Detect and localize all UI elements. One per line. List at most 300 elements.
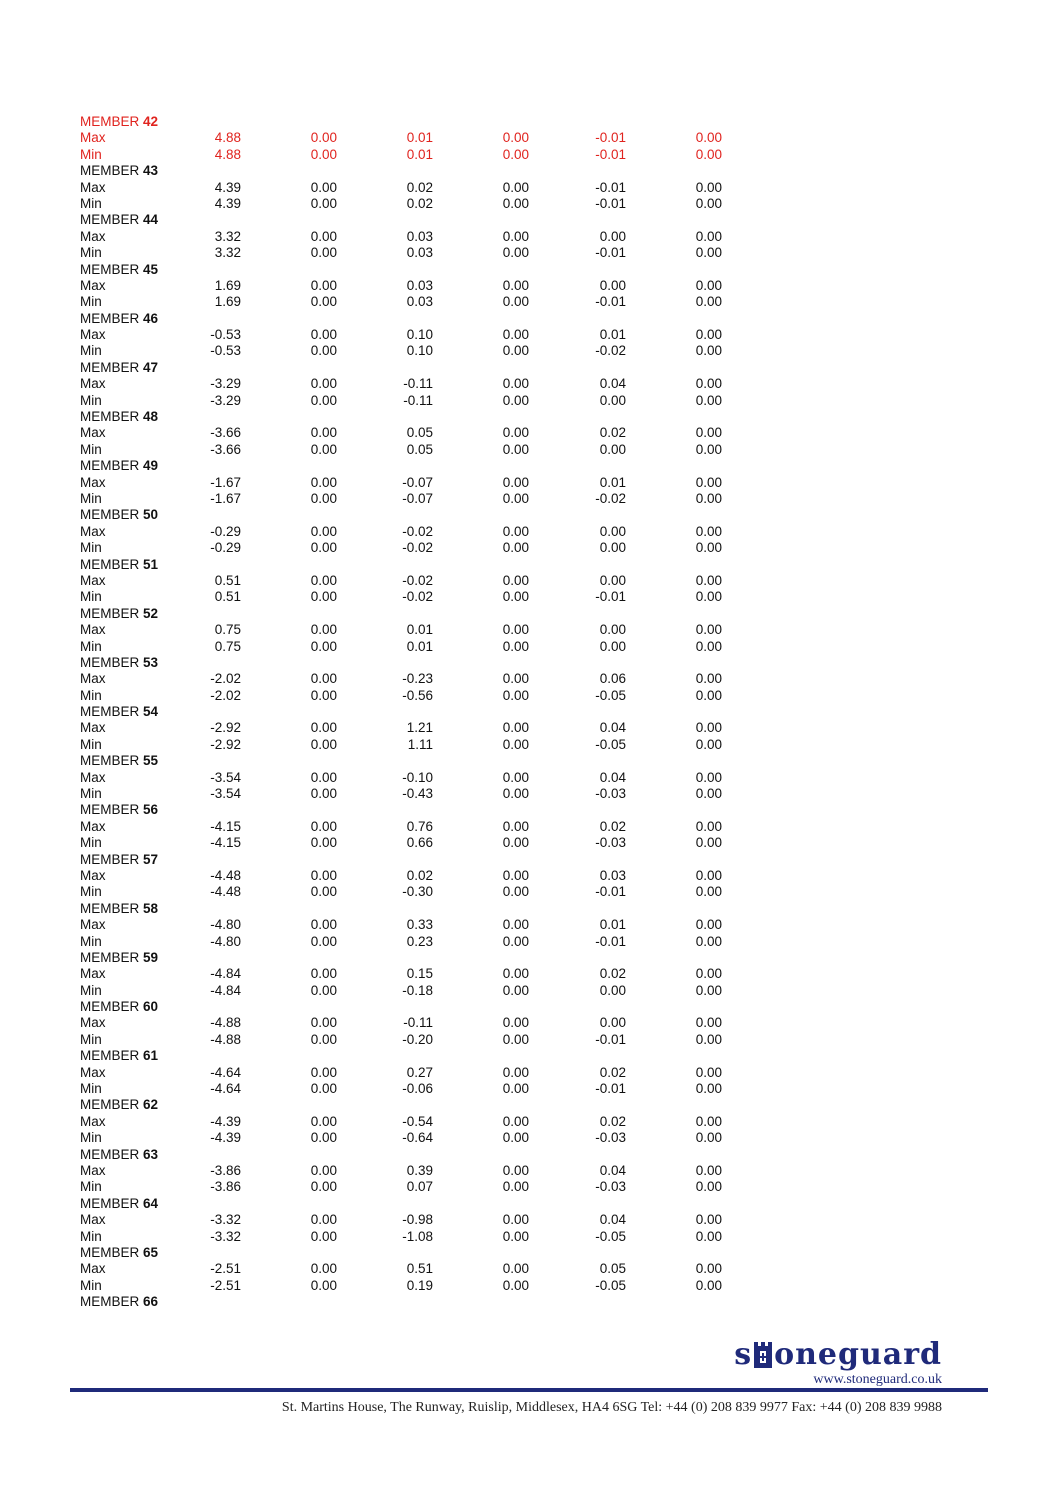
table-cell: -0.01 [595,245,626,261]
table-cell: 0.00 [695,1179,722,1195]
member-number: 49 [143,458,159,474]
table-cell: 0.00 [502,720,529,736]
table-cell: 0.03 [406,245,433,261]
table-cell: 0.00 [310,769,337,785]
table-cell: 0.00 [695,1015,722,1031]
table-cell: 0.00 [695,146,722,162]
table-cell: 0.00 [310,589,337,605]
row-label: Max [80,1261,106,1277]
table-cell: 0.05 [599,1261,626,1277]
table-row [80,1163,760,1179]
row-label: Max [80,228,106,244]
table-cell: 0.00 [695,720,722,736]
table-cell: -0.54 [402,1113,433,1129]
table-cell: 3.32 [214,245,241,261]
table-cell: 0.00 [695,572,722,588]
table-cell: 0.00 [310,130,337,146]
row-label: Min [80,490,102,506]
table-cell: 0.00 [310,228,337,244]
table-cell: -0.05 [595,1277,626,1293]
table-row [80,589,760,605]
member-header [80,114,760,130]
table-cell: 0.66 [406,835,433,851]
table-cell: 0.00 [695,884,722,900]
table-cell: 0.00 [502,392,529,408]
table-cell: 0.00 [599,441,626,457]
member-label: MEMBER [80,212,140,228]
table-cell: 0.00 [695,376,722,392]
table-cell: 0.00 [310,441,337,457]
member-number: 48 [143,409,159,425]
table-cell: 0.00 [310,966,337,982]
member-label: MEMBER [80,1244,140,1260]
table-cell: -0.03 [595,1179,626,1195]
table-cell: 0.02 [406,179,433,195]
member-header [80,1048,760,1064]
row-label: Min [80,195,102,211]
table-cell: 0.00 [502,540,529,556]
table-cell: 0.00 [310,671,337,687]
member-label: MEMBER [80,1097,140,1113]
member-label: MEMBER [80,458,140,474]
table-cell: 0.04 [599,720,626,736]
table-cell: 0.02 [406,195,433,211]
table-cell: -4.64 [210,1064,241,1080]
table-cell: -0.10 [402,769,433,785]
member-header [80,802,760,818]
table-cell: -0.11 [403,392,433,408]
row-label: Max [80,376,106,392]
table-cell: 0.00 [310,917,337,933]
table-cell: 0.00 [502,441,529,457]
member-label: MEMBER [80,605,140,621]
table-cell: -0.29 [210,540,241,556]
member-number: 50 [143,507,159,523]
table-row [80,786,760,802]
table-cell: 0.00 [502,982,529,998]
row-label: Max [80,671,106,687]
member-label: MEMBER [80,261,140,277]
row-label: Min [80,982,102,998]
table-cell: 0.00 [695,441,722,457]
row-label: Max [80,277,106,293]
table-cell: 0.00 [502,130,529,146]
table-row [80,294,760,310]
table-cell: 0.00 [502,818,529,834]
table-cell: 0.15 [406,966,433,982]
table-row [80,639,760,655]
table-row [80,393,760,409]
table-cell: 0.00 [502,327,529,343]
member-results-table [80,114,760,1311]
table-cell: -2.02 [210,671,241,687]
table-cell: 0.00 [502,966,529,982]
table-cell: 0.00 [599,1015,626,1031]
member-number: 43 [143,163,159,179]
member-label: MEMBER [80,900,140,916]
table-cell: 0.00 [502,1179,529,1195]
member-number: 65 [143,1244,159,1260]
member-number: 47 [143,359,159,375]
member-number: 55 [143,753,159,769]
table-cell: -0.01 [595,933,626,949]
table-cell: 0.00 [502,589,529,605]
table-cell: 0.00 [310,1081,337,1097]
table-cell: 0.00 [502,884,529,900]
table-cell: 4.39 [214,195,241,211]
table-cell: 0.00 [695,1113,722,1129]
table-cell: -3.54 [210,769,241,785]
member-number: 57 [143,851,159,867]
table-cell: 0.00 [695,835,722,851]
table-cell: 0.00 [695,1064,722,1080]
member-number: 54 [143,704,159,720]
table-cell: 0.00 [310,1015,337,1031]
row-label: Min [80,392,102,408]
row-label: Min [80,294,102,310]
table-cell: 0.00 [310,736,337,752]
row-label: Max [80,572,106,588]
table-row [80,245,760,261]
table-cell: 0.00 [310,622,337,638]
table-row [80,819,760,835]
table-cell: -0.53 [210,343,241,359]
member-header [80,655,760,671]
table-row [80,147,760,163]
table-cell: -0.43 [402,786,433,802]
table-cell: -4.88 [210,1031,241,1047]
table-row [80,1114,760,1130]
member-label: MEMBER [80,851,140,867]
table-cell: 0.00 [310,277,337,293]
table-cell: -3.32 [210,1212,241,1228]
table-cell: -4.48 [210,884,241,900]
table-cell: 0.00 [695,1031,722,1047]
row-label: Min [80,1179,102,1195]
table-cell: -0.30 [402,884,433,900]
table-row [80,343,760,359]
table-row [80,278,760,294]
table-cell: 0.00 [502,786,529,802]
table-cell: 0.00 [695,818,722,834]
table-cell: 0.00 [695,245,722,261]
table-cell: -4.15 [210,818,241,834]
table-row [80,1229,760,1245]
row-label: Max [80,179,106,195]
member-header [80,1147,760,1163]
table-cell: 0.39 [406,1163,433,1178]
table-cell: 0.00 [502,1261,529,1277]
table-cell: -0.01 [595,195,626,211]
table-cell: 0.00 [502,638,529,654]
member-label: MEMBER [80,704,140,720]
table-cell: 0.00 [502,1064,529,1080]
table-cell: -0.01 [595,884,626,900]
member-label: MEMBER [80,359,140,375]
table-row [80,720,760,736]
table-cell: 0.00 [502,146,529,162]
table-cell: 0.00 [310,490,337,506]
table-cell: 0.00 [502,195,529,211]
table-cell: 0.00 [502,933,529,949]
table-cell: -2.02 [210,687,241,703]
table-cell: 0.00 [310,1130,337,1146]
table-cell: 0.75 [214,638,241,654]
table-cell: -4.39 [210,1130,241,1146]
member-label: MEMBER [80,753,140,769]
table-cell: 0.00 [599,277,626,293]
table-cell: 1.11 [407,736,433,752]
table-cell: 0.00 [310,982,337,998]
table-cell: 0.00 [502,343,529,359]
table-row [80,376,760,392]
table-cell: 0.00 [310,1064,337,1080]
table-cell: 0.00 [599,982,626,998]
table-cell: 0.00 [502,490,529,506]
table-row [80,425,760,441]
table-cell: 0.00 [695,589,722,605]
table-cell: 0.03 [406,228,433,244]
row-label: Min [80,441,102,457]
table-cell: 0.00 [502,867,529,883]
table-row [80,1065,760,1081]
table-cell: -3.86 [210,1163,241,1178]
table-row [80,835,760,851]
table-cell: -2.51 [210,1277,241,1293]
table-row [80,130,760,146]
row-label: Min [80,1081,102,1097]
row-label: Max [80,622,106,638]
table-cell: -0.01 [595,1031,626,1047]
member-number: 63 [143,1146,159,1162]
table-cell: -0.05 [595,687,626,703]
row-label: Max [80,327,106,343]
table-cell: 0.00 [695,294,722,310]
table-cell: 0.00 [695,769,722,785]
table-cell: -4.80 [210,933,241,949]
table-cell: -0.03 [595,1130,626,1146]
row-label: Max [80,523,106,539]
table-cell: -3.54 [210,786,241,802]
row-label: Max [80,917,106,933]
row-label: Min [80,687,102,703]
table-cell: -0.05 [595,736,626,752]
row-label: Min [80,146,102,162]
row-label: Min [80,245,102,261]
member-number: 53 [143,654,159,670]
table-row [80,1261,760,1277]
table-cell: 0.00 [502,376,529,392]
member-header [80,1294,760,1310]
table-cell: -4.84 [210,966,241,982]
row-label: Min [80,884,102,900]
table-cell: 0.00 [310,392,337,408]
table-cell: 0.00 [502,245,529,261]
table-cell: 0.00 [695,1081,722,1097]
table-cell: 0.00 [695,1163,722,1178]
member-header [80,704,760,720]
row-label: Max [80,966,106,982]
table-cell: 0.04 [599,376,626,392]
table-cell: 0.01 [599,917,626,933]
row-label: Max [80,1064,106,1080]
company-logo [734,1337,942,1388]
member-label: MEMBER [80,1146,140,1162]
table-cell: -0.02 [402,589,433,605]
website-url: www.stoneguard.co.uk [813,1372,942,1387]
member-header [80,507,760,523]
member-number: 61 [143,1048,159,1064]
table-cell: 0.33 [406,917,433,933]
table-cell: 0.00 [502,687,529,703]
member-label: MEMBER [80,949,140,965]
table-cell: 0.02 [599,425,626,441]
table-cell: 0.00 [310,687,337,703]
table-cell: -0.11 [403,1015,433,1031]
member-header [80,901,760,917]
table-row [80,229,760,245]
row-label: Max [80,425,106,441]
table-row [80,737,760,753]
table-cell: -3.66 [210,441,241,457]
table-cell: 0.00 [502,474,529,490]
table-cell: 0.00 [310,376,337,392]
footer-divider [70,1388,988,1392]
table-cell: 0.00 [502,179,529,195]
table-cell: 0.00 [502,425,529,441]
table-cell: 0.01 [406,130,433,146]
table-cell: -0.02 [402,523,433,539]
table-cell: 0.00 [695,392,722,408]
row-label: Min [80,1277,102,1293]
table-cell: -0.56 [402,687,433,703]
table-row [80,442,760,458]
table-cell: 0.51 [406,1261,433,1277]
table-cell: 0.00 [695,474,722,490]
member-number: 62 [143,1097,159,1113]
member-number: 66 [143,1294,159,1310]
row-label: Max [80,818,106,834]
table-cell: 0.00 [502,1163,529,1178]
member-number: 60 [143,999,159,1015]
table-cell: -0.01 [595,130,626,146]
table-cell: -2.92 [210,720,241,736]
table-cell: 0.51 [214,589,241,605]
table-cell: -0.06 [402,1081,433,1097]
table-row [80,868,760,884]
member-header [80,999,760,1015]
table-cell: 0.00 [310,343,337,359]
table-row [80,491,760,507]
member-header [80,557,760,573]
member-number: 56 [143,802,159,818]
table-cell: -0.01 [595,589,626,605]
table-cell: 0.01 [406,146,433,162]
table-cell: 0.00 [695,867,722,883]
member-header [80,606,760,622]
table-cell: -0.01 [595,146,626,162]
table-cell: 0.00 [695,982,722,998]
table-cell: 0.00 [695,671,722,687]
table-cell: -1.67 [210,474,241,490]
table-cell: -2.51 [210,1261,241,1277]
table-cell: 0.00 [310,720,337,736]
table-cell: 0.00 [502,1031,529,1047]
row-label: Max [80,1163,106,1178]
table-cell: 0.00 [502,294,529,310]
table-cell: 0.00 [502,277,529,293]
table-cell: 0.10 [406,343,433,359]
member-header [80,753,760,769]
member-header [80,852,760,868]
table-cell: 0.00 [310,540,337,556]
table-cell: 0.00 [695,966,722,982]
table-cell: 0.00 [599,540,626,556]
table-cell: 0.03 [406,277,433,293]
table-cell: 4.39 [214,179,241,195]
table-cell: 0.00 [695,1277,722,1293]
table-cell: 0.00 [310,933,337,949]
table-cell: 0.00 [502,1228,529,1244]
table-cell: 0.00 [599,228,626,244]
table-cell: 0.05 [406,441,433,457]
table-cell: 0.00 [695,786,722,802]
table-cell: -4.48 [210,867,241,883]
table-cell: 0.06 [599,671,626,687]
member-label: MEMBER [80,654,140,670]
table-cell: 0.00 [502,1113,529,1129]
table-cell: 0.00 [695,130,722,146]
table-cell: -0.05 [595,1228,626,1244]
table-row [80,622,760,638]
table-cell: -0.02 [402,572,433,588]
row-label: Max [80,474,106,490]
table-cell: -0.07 [402,474,433,490]
table-cell: 0.02 [599,1113,626,1129]
table-cell: 0.00 [695,917,722,933]
member-number: 45 [143,261,159,277]
table-cell: 0.00 [310,638,337,654]
table-cell: 0.51 [214,572,241,588]
table-cell: 0.00 [695,933,722,949]
table-cell: 0.04 [599,1163,626,1178]
table-cell: -3.32 [210,1228,241,1244]
table-row [80,770,760,786]
table-row [80,196,760,212]
member-label: MEMBER [80,1048,140,1064]
table-cell: 0.00 [310,327,337,343]
table-cell: 0.04 [599,1212,626,1228]
table-row [80,1081,760,1097]
member-label: MEMBER [80,507,140,523]
member-label: MEMBER [80,802,140,818]
table-row [80,983,760,999]
table-cell: 0.19 [406,1277,433,1293]
table-cell: -4.39 [210,1113,241,1129]
row-label: Min [80,736,102,752]
table-cell: 0.00 [695,343,722,359]
table-cell: -3.86 [210,1179,241,1195]
table-cell: 0.00 [502,917,529,933]
table-cell: 0.01 [599,474,626,490]
table-cell: 0.00 [310,835,337,851]
row-label: Max [80,1015,106,1031]
table-cell: 0.00 [310,1163,337,1178]
table-row [80,671,760,687]
table-cell: -0.02 [402,540,433,556]
member-label: MEMBER [80,999,140,1015]
member-header [80,1097,760,1113]
